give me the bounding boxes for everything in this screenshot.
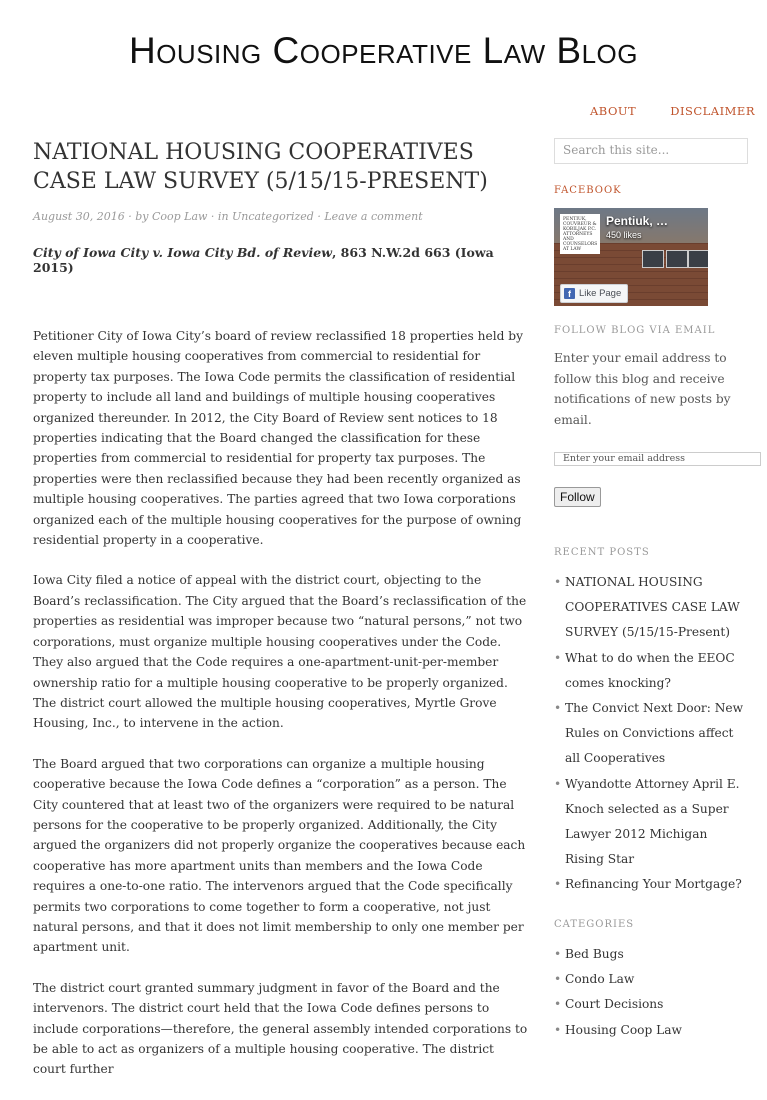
email-field[interactable]: Enter your email address [554, 452, 761, 466]
meta-separator: · in [207, 210, 233, 223]
recent-post-link[interactable]: NATIONAL HOUSING COOPERATIVES CASE LAW SURVEY (5/15/15-Present) [565, 575, 740, 640]
recent-post-link[interactable]: The Convict Next Door: New Rules on Convictions affect all Cooperatives [565, 701, 744, 766]
facebook-likes-count: 450 likes [606, 230, 642, 240]
nav-disclaimer-link[interactable]: DISCLAIMER [670, 104, 755, 118]
case-reporter: , 863 N.W.2d 663 (Iowa 2015) [33, 245, 494, 275]
post-date-link[interactable]: August 30, 2016 [33, 210, 125, 223]
sidebar [554, 138, 754, 1037]
post-title: NATIONAL HOUSING COOPERATIVES CASE LAW SURVEY (5/15/15-PRESENT) [33, 140, 488, 194]
list-item [554, 942, 750, 967]
category-link[interactable]: Court Decisions [565, 997, 664, 1012]
leave-comment-link[interactable]: Leave a comment [324, 210, 423, 223]
list-item [554, 772, 750, 873]
building-window [666, 250, 688, 268]
facebook-page-widget[interactable] [554, 208, 708, 306]
case-citation [33, 245, 533, 275]
post-paragraph: The district court granted summary judgment in favor of the Board and the intervenors. The district court held that the Iowa Code defines persons to include corporations—therefore, the general assembly intended corporations to be able to act as organizers of a multiple housing cooperative. The district court further [33, 980, 528, 1077]
recent-posts-list [554, 570, 750, 898]
nav-about-link[interactable]: ABOUT [589, 104, 637, 118]
follow-button[interactable]: Follow [554, 487, 601, 507]
facebook-like-button[interactable] [560, 284, 628, 303]
list-item [554, 967, 750, 992]
categories-list [554, 942, 750, 1043]
site-title[interactable]: Housing Cooperative Law Blog [128, 30, 639, 71]
post-content [33, 326, 530, 1100]
list-item [554, 992, 750, 1017]
recent-posts-heading: RECENT POSTS [554, 547, 650, 558]
list-item [554, 696, 750, 772]
post-author-link[interactable]: Coop Law [151, 210, 208, 223]
category-link[interactable]: Bed Bugs [565, 947, 624, 961]
recent-post-link[interactable]: Refinancing Your Mortgage? [565, 877, 742, 892]
meta-separator: · [313, 210, 325, 223]
post-category-link[interactable]: Uncategorized [232, 210, 314, 223]
recent-post-link[interactable]: What to do when the EEOC comes knocking? [565, 650, 735, 690]
list-item [554, 1018, 750, 1043]
search-input[interactable]: Search this site... [554, 138, 748, 164]
main-nav [590, 104, 755, 118]
recent-post-link[interactable]: Wyandotte Attorney April E. Knoch selected as a Super Lawyer 2012 Michigan Rising Star [565, 776, 740, 867]
category-link[interactable]: Condo Law [565, 972, 635, 987]
post-paragraph: Petitioner City of Iowa City’s board of review reclassified 18 properties held by eleven multiple housing cooperatives from commercial to residential for property tax purposes. The Iowa Code permits the classification of residential property to include all land and buildings of multiple housing cooperatives organized thereunder. In 2012, the City Board of Review sent notices to 18 properties indicating that the Board changed the classification for these properties from commercial to residential for property tax purposes. The properties were then reclassified because they had been recently organized as multiple housing cooperatives. The parties agreed that two Iowa corporations organized each of the multiple housing cooperatives for the purpose of owning residential property in a cooperative. [33, 329, 523, 548]
facebook-icon: f [564, 288, 575, 299]
list-item [554, 646, 750, 696]
facebook-heading: FACEBOOK [554, 185, 622, 196]
post-meta [33, 210, 533, 223]
facebook-page-name[interactable]: Pentiuk, … [606, 214, 669, 228]
category-link[interactable]: Housing Coop Law [565, 1022, 682, 1037]
case-name: City of Iowa City v. Iowa City Bd. of Review [33, 245, 332, 260]
building-window [688, 250, 708, 268]
list-item [554, 570, 750, 646]
post-paragraph: Iowa City filed a notice of appeal with the district court, objecting to the Board’s reclassification. The City argued that the Board’s reclassification of the properties as residential was improper because two “natural persons,” not two corporations, must organize multiple housing cooperatives under the Code. They also argued that the Code requires a one-apartment-unit-per-member ownership ratio for a multiple housing cooperative to be properly organized. The district court allowed the multiple housing cooperatives, Myrtle Grove Housing, Inc., to intervene in the action. [33, 573, 527, 731]
post-paragraph: The Board argued that two corporations can organize a multiple housing cooperative because the Iowa Code defines a “corporation” as a person. The City countered that at least two of the organizers were required to be natural persons for the cooperative to be properly organized. Additionally, the City argued the organizers did not properly organize the cooperatives because each cooperative has more apartment units than members and the Iowa Code requires a one-to-one ratio. The intervenors argued that the Code specifically permits two corporations to come together to form a cooperative, not just natural persons, and that it does not limit membership to only one member per apartment unit. [33, 756, 526, 955]
meta-separator: · by [124, 210, 152, 223]
follow-description: Enter your email address to follow this blog and receive notifications of new posts by email. [554, 351, 731, 427]
like-button-label: Like Page [579, 288, 622, 299]
categories-heading: CATEGORIES [554, 919, 635, 930]
follow-heading: FOLLOW BLOG VIA EMAIL [554, 325, 716, 336]
list-item [554, 872, 750, 897]
firm-logo: PENTIUK, COUVREUR & KOBILJAK P.C. ATTORNEYS AND COUNSELORS AT LAW [560, 214, 600, 254]
building-window [642, 250, 664, 268]
